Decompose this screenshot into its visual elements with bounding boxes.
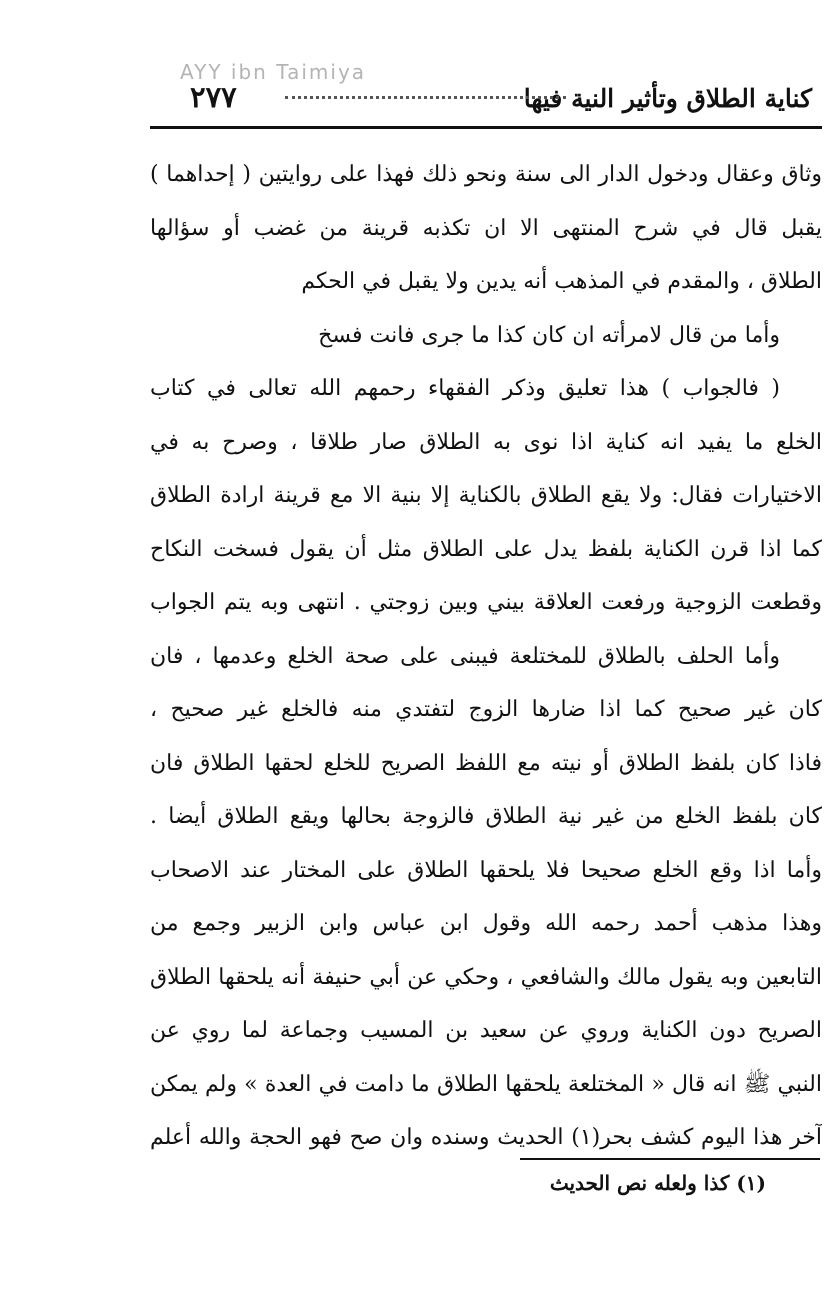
footnote-rule [520, 1158, 820, 1160]
text-line: الخلع ما يفيد انه كناية اذا نوى به الطلاق صار طلاقا ، وصرح به في [150, 429, 822, 455]
text-line: فاذا كان بلفظ الطلاق أو نيته مع اللفظ الصريح للخلع لحقها الطلاق فان [150, 750, 822, 776]
text-line: يقبل قال في شرح المنتهى الا ان تكذبه قرينة من غضب أو سؤالها [150, 215, 822, 241]
page-number: ٢٧٧ [190, 80, 237, 114]
text-line: الطلاق ، والمقدم في المذهب أنه يدين ولا يقبل في الحكم [301, 269, 822, 294]
running-title: كناية الطلاق وتأثير النية فيها [523, 84, 812, 113]
text-line: كان بلفظ الخلع من غير نية الطلاق فالزوجة بحالها ويقع الطلاق أيضا . [150, 804, 822, 829]
text-line: كان غير صحيح كما اذا ضارها الزوج لتفتدي منه فالخلع غير صحيح ، [150, 697, 822, 722]
text-line: النبي ﷺ انه قال « المختلعة يلحقها الطلاق ما دامت في العدة » ولم يمكن [150, 1071, 822, 1097]
text-line: وهذا مذهب أحمد رحمه الله وقول ابن عباس وابن الزبير وجمع من [150, 911, 822, 936]
main-text [150, 150, 822, 1167]
text-line: وأما من قال لامرأته ان كان كذا ما جرى فانت فسخ [318, 322, 780, 348]
text-line: آخر هذا اليوم كشف بحر(١) الحديث وسنده وان صح فهو الحجة والله أعلم [150, 1125, 822, 1150]
header-dotted-leader [285, 96, 566, 99]
text-line: الصريح دون الكناية وروي عن سعيد بن المسيب وجماعة لما روي عن [150, 1018, 822, 1043]
text-line: الاختيارات فقال: ولا يقع الطلاق بالكناية إلا بنية الا مع قرينة ارادة الطلاق [150, 483, 822, 508]
text-line: كما اذا قرن الكناية بلفظ يدل على الطلاق مثل أن يقول فسخت النكاح [150, 536, 822, 562]
faint-handwritten-annotation: AYY ibn Taimiya [180, 60, 367, 84]
text-line: وثاق وعقال ودخول الدار الى سنة ونحو ذلك فهذا على روايتين ( إحداهما ) [150, 162, 822, 187]
text-line: التابعين وبه يقول مالك والشافعي ، وحكي عن أبي حنيفة أنه يلحقها الطلاق [150, 964, 822, 990]
page-header [150, 80, 820, 124]
text-line: وأما الحلف بالطلاق للمختلعة فيبنى على صحة الخلع وعدمها ، فان [150, 643, 780, 669]
header-rule [150, 126, 822, 129]
footnote: (١) كذا ولعله نص الحديث [549, 1171, 766, 1195]
text-line: ( فالجواب ) هذا تعليق وذكر الفقهاء رحمهم الله تعالى في كتاب [150, 376, 780, 401]
text-line: وأما اذا وقع الخلع صحيحا فلا يلحقها الطلاق على المختار عند الاصحاب [150, 857, 822, 883]
text-line: وقطعت الزوجية ورفعت العلاقة بيني وبين زوجتي . انتهى وبه يتم الجواب [150, 590, 822, 615]
